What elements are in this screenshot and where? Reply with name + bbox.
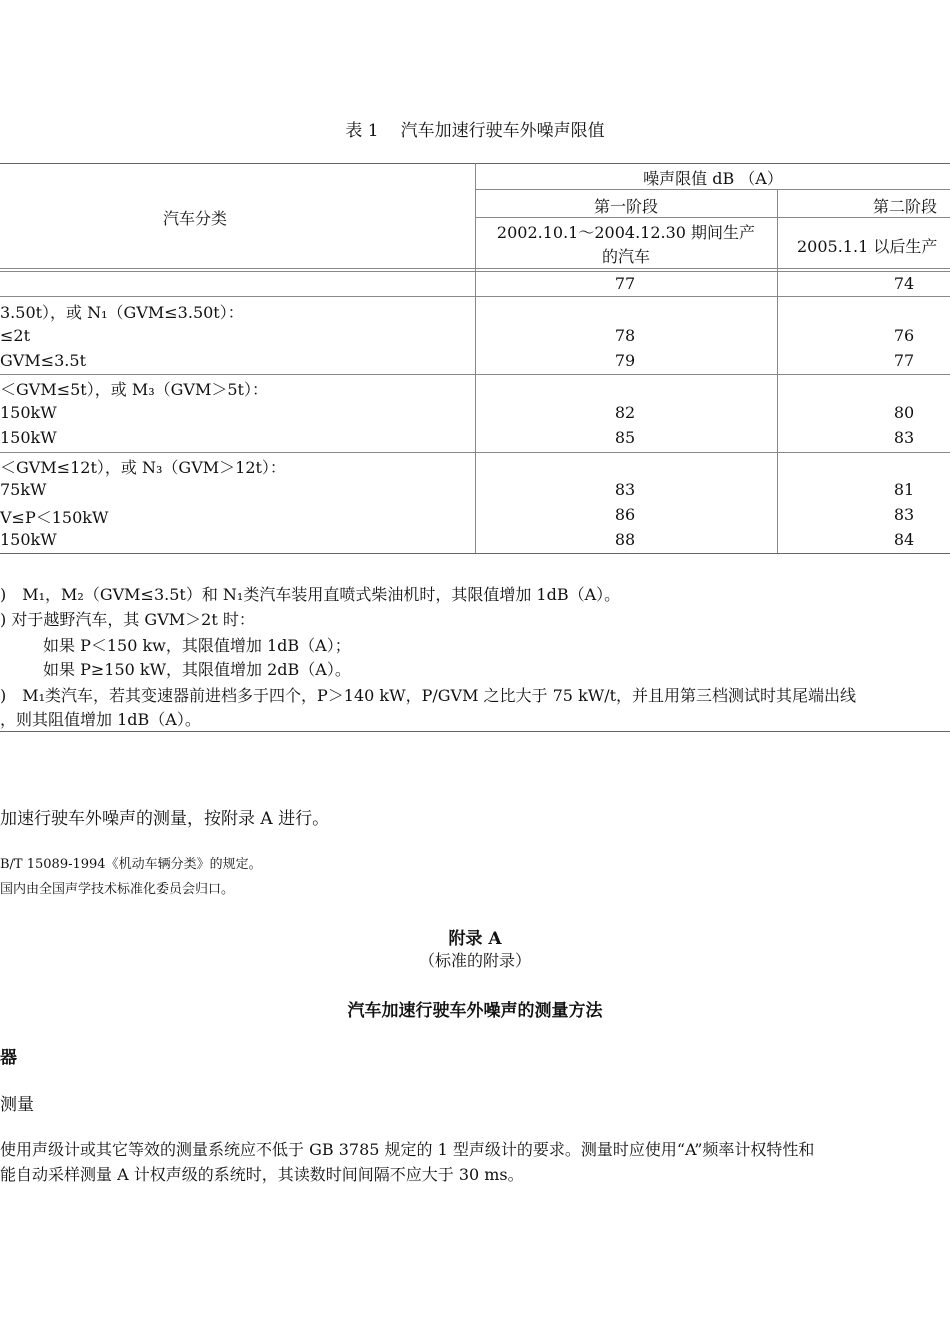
header-stage-1: 第一阶段	[593, 197, 658, 216]
table-cell-stage1: 79	[614, 351, 636, 370]
table-row-label: ＜GVM≤5t），或 M₃（GVM＞5t）：	[0, 380, 268, 399]
table-cell-stage1: 82	[614, 403, 636, 422]
reference-line: 国内由全国声学技术标准化委员会归口。	[0, 882, 235, 897]
table-row-label: ≤2t	[0, 326, 31, 345]
table-caption-number: 表 1	[345, 121, 379, 141]
table-cell-stage1: 86	[614, 505, 636, 524]
header-stage-1-period-line1: 2002.10.1～2004.12.30 期间生产	[496, 223, 756, 242]
appendix-subtitle: （标准的附录）	[418, 951, 531, 970]
table-cell-stage2: 83	[893, 505, 915, 524]
table-cell-stage2: 74	[893, 274, 915, 293]
header-noise-limit: 噪声限值 dB （A）	[643, 169, 783, 188]
table-cell-stage2: 81	[893, 480, 915, 499]
subsection-heading: 测量	[0, 1095, 34, 1115]
header-vehicle-category: 汽车分类	[162, 209, 227, 228]
table-bottom-border	[0, 553, 950, 554]
table-row-label: GVM≤3.5t	[0, 351, 86, 370]
table-cell-stage2: 80	[893, 403, 915, 422]
table-cell-stage2: 76	[893, 326, 915, 345]
table-header-rule	[476, 217, 950, 218]
table-row-label: 150kW	[0, 530, 57, 549]
table-column-divider	[777, 189, 778, 553]
table-note: ) 对于越野汽车，其 GVM＞2t 时：	[0, 610, 255, 629]
section-heading: 器	[0, 1048, 17, 1068]
reference-line: B/T 15089-1994《机动车辆分类》的规定。	[0, 857, 262, 872]
table-note: ，则其阻值增加 1dB（A）。	[0, 710, 201, 729]
notes-bottom-border	[0, 731, 950, 732]
table-row-label: V≤P＜150kW	[0, 508, 109, 527]
table-row-label: 150kW	[0, 428, 57, 447]
table-cell-stage1: 77	[614, 274, 636, 293]
table-cell-stage2: 77	[893, 351, 915, 370]
table-row-label: 75kW	[0, 480, 47, 499]
table-cell-stage2: 84	[893, 530, 915, 549]
appendix-heading: 汽车加速行驶车外噪声的测量方法	[347, 1001, 603, 1021]
table-header-rule	[476, 189, 950, 190]
table-note: 如果 P≥150 kW，其限值增加 2dB（A）。	[43, 660, 351, 679]
header-stage-2: 第二阶段	[872, 197, 937, 216]
appendix-title: 附录 A	[448, 929, 502, 949]
paragraph-line: 使用声级计或其它等效的测量系统应不低于 GB 3785 规定的 1 型声级计的要求。测量时应使用“A”频率计权特性和	[0, 1140, 815, 1159]
table-cell-stage1: 78	[614, 326, 636, 345]
header-stage-2-period: 2005.1.1 以后生产	[797, 237, 938, 256]
table-cell-stage1: 85	[614, 428, 636, 447]
table-row-label: 150kW	[0, 403, 57, 422]
table-note: ) M₁，M₂（GVM≤3.5t）和 N₁类汽车装用直喷式柴油机时，其限值增加 1dB（A）。	[0, 585, 621, 604]
table-cell-stage2: 83	[893, 428, 915, 447]
table-cell-stage1: 88	[614, 530, 636, 549]
table-cell-stage1: 83	[614, 480, 636, 499]
table-note: 如果 P＜150 kw，其限值增加 1dB（A）；	[43, 636, 351, 655]
table-row-label: 3.50t），或 N₁（GVM≤3.50t）：	[0, 303, 244, 322]
paragraph-line: 能自动采样测量 A 计权声级的系统时，其读数时间间隔不应大于 30 ms。	[0, 1165, 524, 1184]
table-row-label: ＜GVM≤12t），或 N₃（GVM＞12t）：	[0, 458, 286, 477]
header-stage-1-period-line2: 的汽车	[601, 247, 650, 266]
table-note: ) M₁类汽车，若其变速器前进档多于四个，P＞140 kW，P/GVM 之比大于 75 kW/t，并且用第三档测试时其尾端出线	[0, 686, 857, 705]
measurement-statement: 加速行驶车外噪声的测量，按附录 A 进行。	[0, 809, 330, 829]
table-caption	[0, 116, 950, 141]
header-stage-1-period	[476, 221, 776, 269]
table-caption-title: 汽车加速行驶车外噪声限值	[400, 121, 605, 141]
